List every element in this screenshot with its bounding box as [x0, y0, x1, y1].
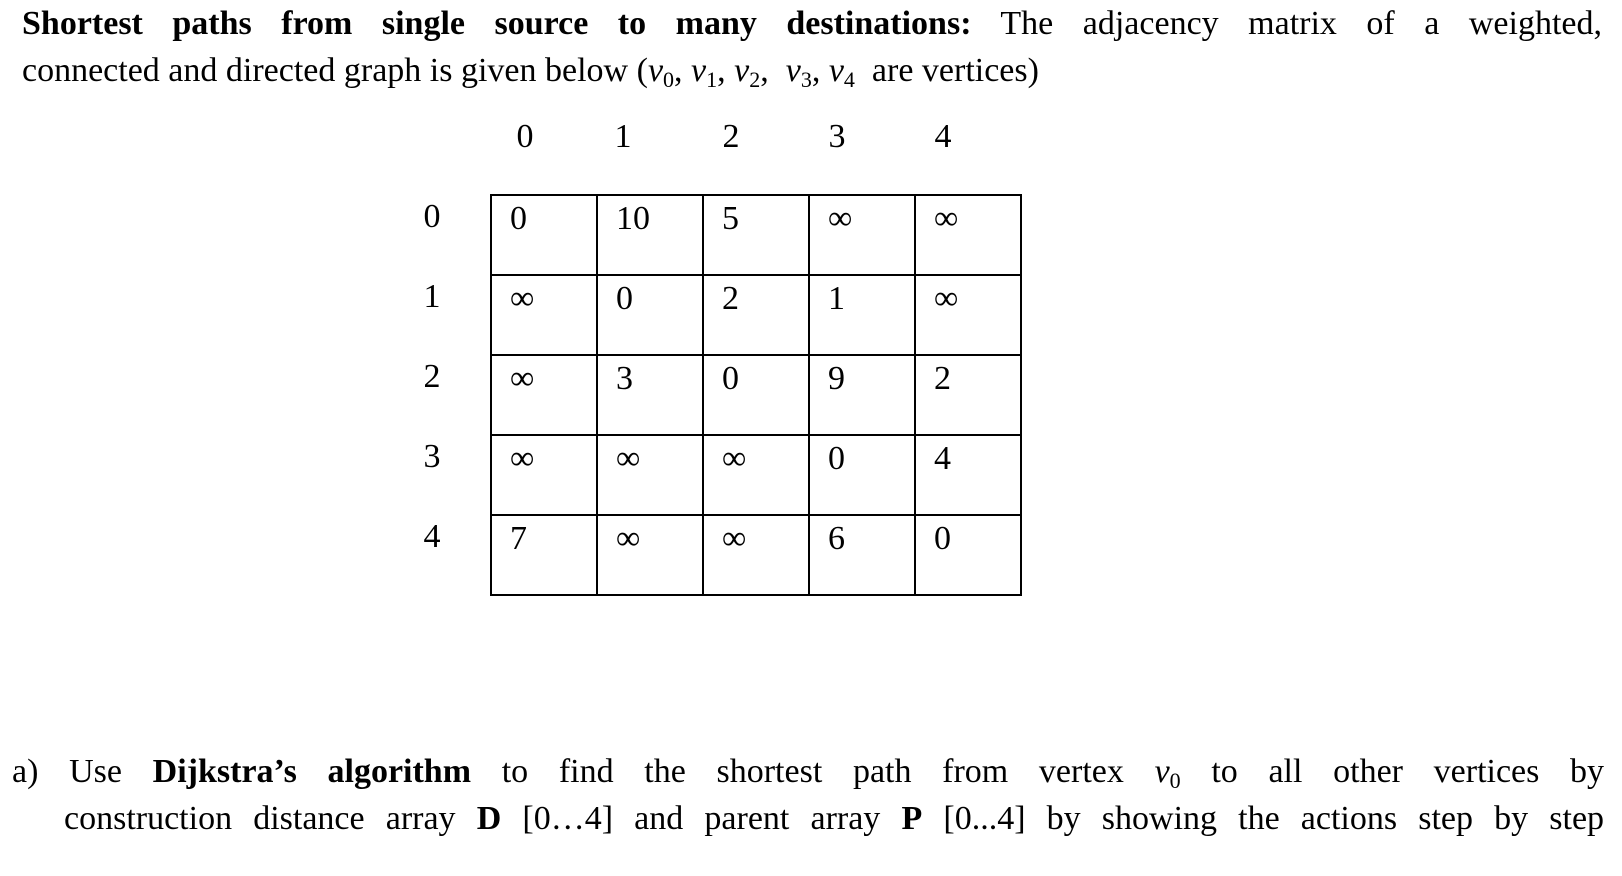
matrix-cell: 3 — [597, 355, 703, 435]
matrix-cell: ∞ — [491, 355, 597, 435]
matrix-cell: ∞ — [915, 195, 1021, 275]
parent-array-label: P — [901, 800, 923, 837]
intro-text-2: connected and directed graph is given below ( — [22, 52, 648, 89]
intro-text-3: are vertices) — [871, 52, 1039, 89]
question-text-1: to find the shortest path from vertex — [501, 753, 1124, 790]
matrix-cell: 2 — [703, 275, 809, 355]
adjacency-matrix — [490, 194, 1022, 596]
matrix-row — [491, 435, 1021, 515]
intro-line-1 — [22, 0, 1602, 47]
matrix-cell: ∞ — [597, 435, 703, 515]
row-header: 4 — [423, 518, 441, 555]
matrix-cell: 1 — [809, 275, 915, 355]
question-prefix: a) Use — [12, 753, 122, 790]
matrix-cell: 0 — [491, 195, 597, 275]
matrix-row — [491, 355, 1021, 435]
matrix-cell: 0 — [809, 435, 915, 515]
column-header: 1 — [614, 118, 632, 155]
column-header: 0 — [516, 118, 534, 155]
parent-array-range: [0...4] by showing the actions step by step — [943, 800, 1605, 837]
matrix-cell: ∞ — [491, 435, 597, 515]
matrix-cell: ∞ — [703, 515, 809, 595]
matrix-cell: 2 — [915, 355, 1021, 435]
matrix-cell: 0 — [915, 515, 1021, 595]
matrix-cell: 6 — [809, 515, 915, 595]
vertex-v3: $v_3$ — [785, 52, 812, 92]
distance-array-range: [0…4] and parent array — [522, 800, 881, 837]
intro-line-2: connected and directed graph is given below ($v_0$, $v_1$, $v_2$, $v_3$, $v_4$ are vertices) — [22, 52, 1039, 92]
question-a — [12, 748, 1604, 842]
distance-array-label: D — [476, 800, 502, 837]
matrix-cell: 9 — [809, 355, 915, 435]
matrix-cell: 0 — [597, 275, 703, 355]
row-header: 0 — [423, 198, 441, 235]
source-vertex: $v_0$ — [1154, 753, 1181, 793]
question-text-3: construction distance array — [64, 800, 456, 837]
algorithm-name: Dijkstra’s algorithm — [152, 753, 472, 790]
matrix-cell: 5 — [703, 195, 809, 275]
vertex-v2: $v_2$ — [734, 52, 761, 92]
matrix-row — [491, 275, 1021, 355]
matrix-cell: ∞ — [915, 275, 1021, 355]
question-line-1 — [12, 748, 1604, 795]
vertex-v4: $v_4$ — [828, 52, 855, 92]
matrix-row — [491, 515, 1021, 595]
row-header: 2 — [423, 358, 441, 395]
section-title: Shortest paths from single source to many destinations: — [22, 5, 972, 42]
intro-text-1: The adjacency matrix of a weighted, — [1000, 5, 1602, 42]
matrix-cell: ∞ — [491, 275, 597, 355]
matrix-cell: 4 — [915, 435, 1021, 515]
column-header: 2 — [722, 118, 740, 155]
matrix-cell: ∞ — [597, 515, 703, 595]
question-line-2 — [12, 795, 1604, 842]
row-header: 3 — [423, 438, 441, 475]
row-header: 1 — [423, 278, 441, 315]
matrix-column-headers — [490, 118, 1022, 162]
matrix-cell: 7 — [491, 515, 597, 595]
column-header: 3 — [828, 118, 846, 155]
matrix-cell: 0 — [703, 355, 809, 435]
matrix-cell: 10 — [597, 195, 703, 275]
problem-intro — [22, 0, 1602, 94]
vertex-v0: $v_0$ — [647, 52, 675, 92]
column-header: 4 — [934, 118, 952, 155]
vertex-v1: $v_1$ — [691, 52, 718, 92]
matrix-cell: ∞ — [809, 195, 915, 275]
matrix-row — [491, 195, 1021, 275]
question-text-2: to all other vertices by — [1211, 753, 1605, 790]
matrix-cell: ∞ — [703, 435, 809, 515]
